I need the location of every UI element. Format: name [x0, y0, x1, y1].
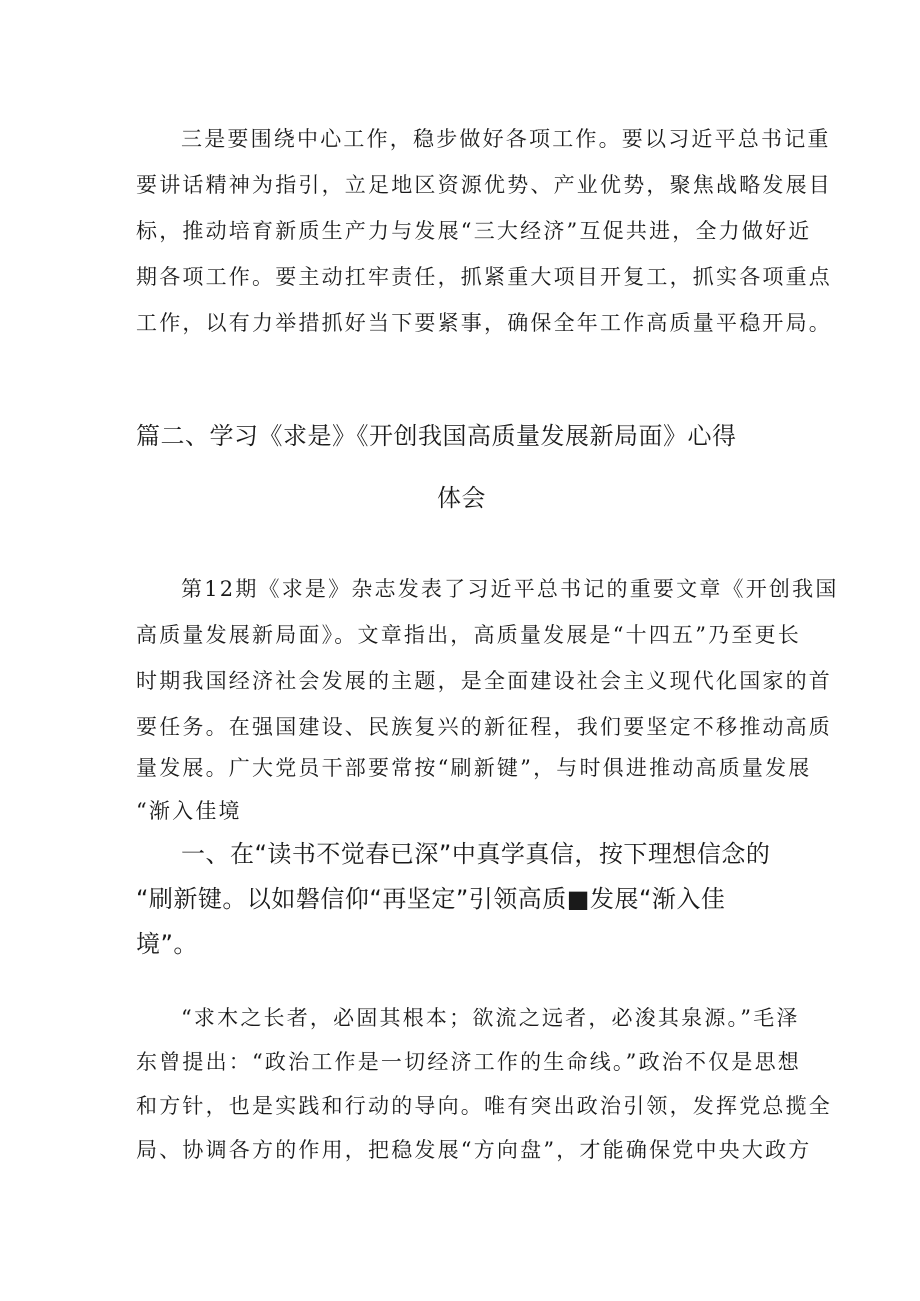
paragraph-line: 期各项工作。要主动扛牢责任，抓紧重大项目开复工，抓实各项重点 — [136, 265, 832, 289]
paragraph-line: 时期我国经济社会发展的主题，是全面建设社会主义现代化国家的首 — [136, 669, 832, 693]
paragraph-line: 工作，以有力举措抓好当下要紧事，确保全年工作高质量平稳开局。 — [136, 311, 832, 335]
paragraph-line: 要任务。在强国建设、民族复兴的新征程，我们要坚定不移推动高质 — [136, 715, 832, 739]
paragraph-line: 局、协调各方的作用，把稳发展“方向盘”，才能确保党中央大政方 — [136, 1138, 812, 1162]
section-title-line: 体会 — [437, 484, 486, 512]
paragraph-line: 第12期《求是》杂志发表了习近平总书记的重要文章《开创我国 — [181, 577, 839, 601]
subheading-line: “刷新键。以如磐信仰“再坚定”引领高质■发展“渐入佳 — [136, 885, 726, 913]
subheading-line: 境”。 — [136, 930, 198, 958]
paragraph-line: 高质量发展新局面》。文章指出，高质量发展是“十四五”乃至更长 — [136, 623, 801, 647]
paragraph-line: 东曾提出：“政治工作是一切经济工作的生命线。”政治不仅是思想 — [136, 1050, 801, 1074]
paragraph-line: 标，推动培育新质生产力与发展“三大经济”互促共进，全力做好近 — [136, 219, 812, 243]
paragraph-line: 量发展。广大党员干部要常按“刷新键”，与时俱进推动高质量发展 — [136, 756, 812, 780]
paragraph-line: “求木之长者，必固其根本；欲流之远者，必浚其泉源。”毛泽 — [181, 1006, 800, 1030]
paragraph-line: 三是要围绕中心工作，稳步做好各项工作。要以习近平总书记重 — [181, 127, 831, 151]
paragraph-line: 和方针，也是实践和行动的导向。唯有突出政治引领，发挥党总揽全 — [136, 1094, 832, 1118]
subheading-line: 一、在“读书不觉春已深”中真学真信，按下理想信念的 — [181, 840, 771, 868]
section-title-line: 篇二、学习《求是》《开创我国高质量发展新局面》心得 — [136, 422, 737, 450]
paragraph-line: 要讲话精神为指引，立足地区资源优势、产业优势，聚焦战略发展目 — [136, 173, 832, 197]
paragraph-line: “渐入佳境 — [136, 799, 242, 823]
